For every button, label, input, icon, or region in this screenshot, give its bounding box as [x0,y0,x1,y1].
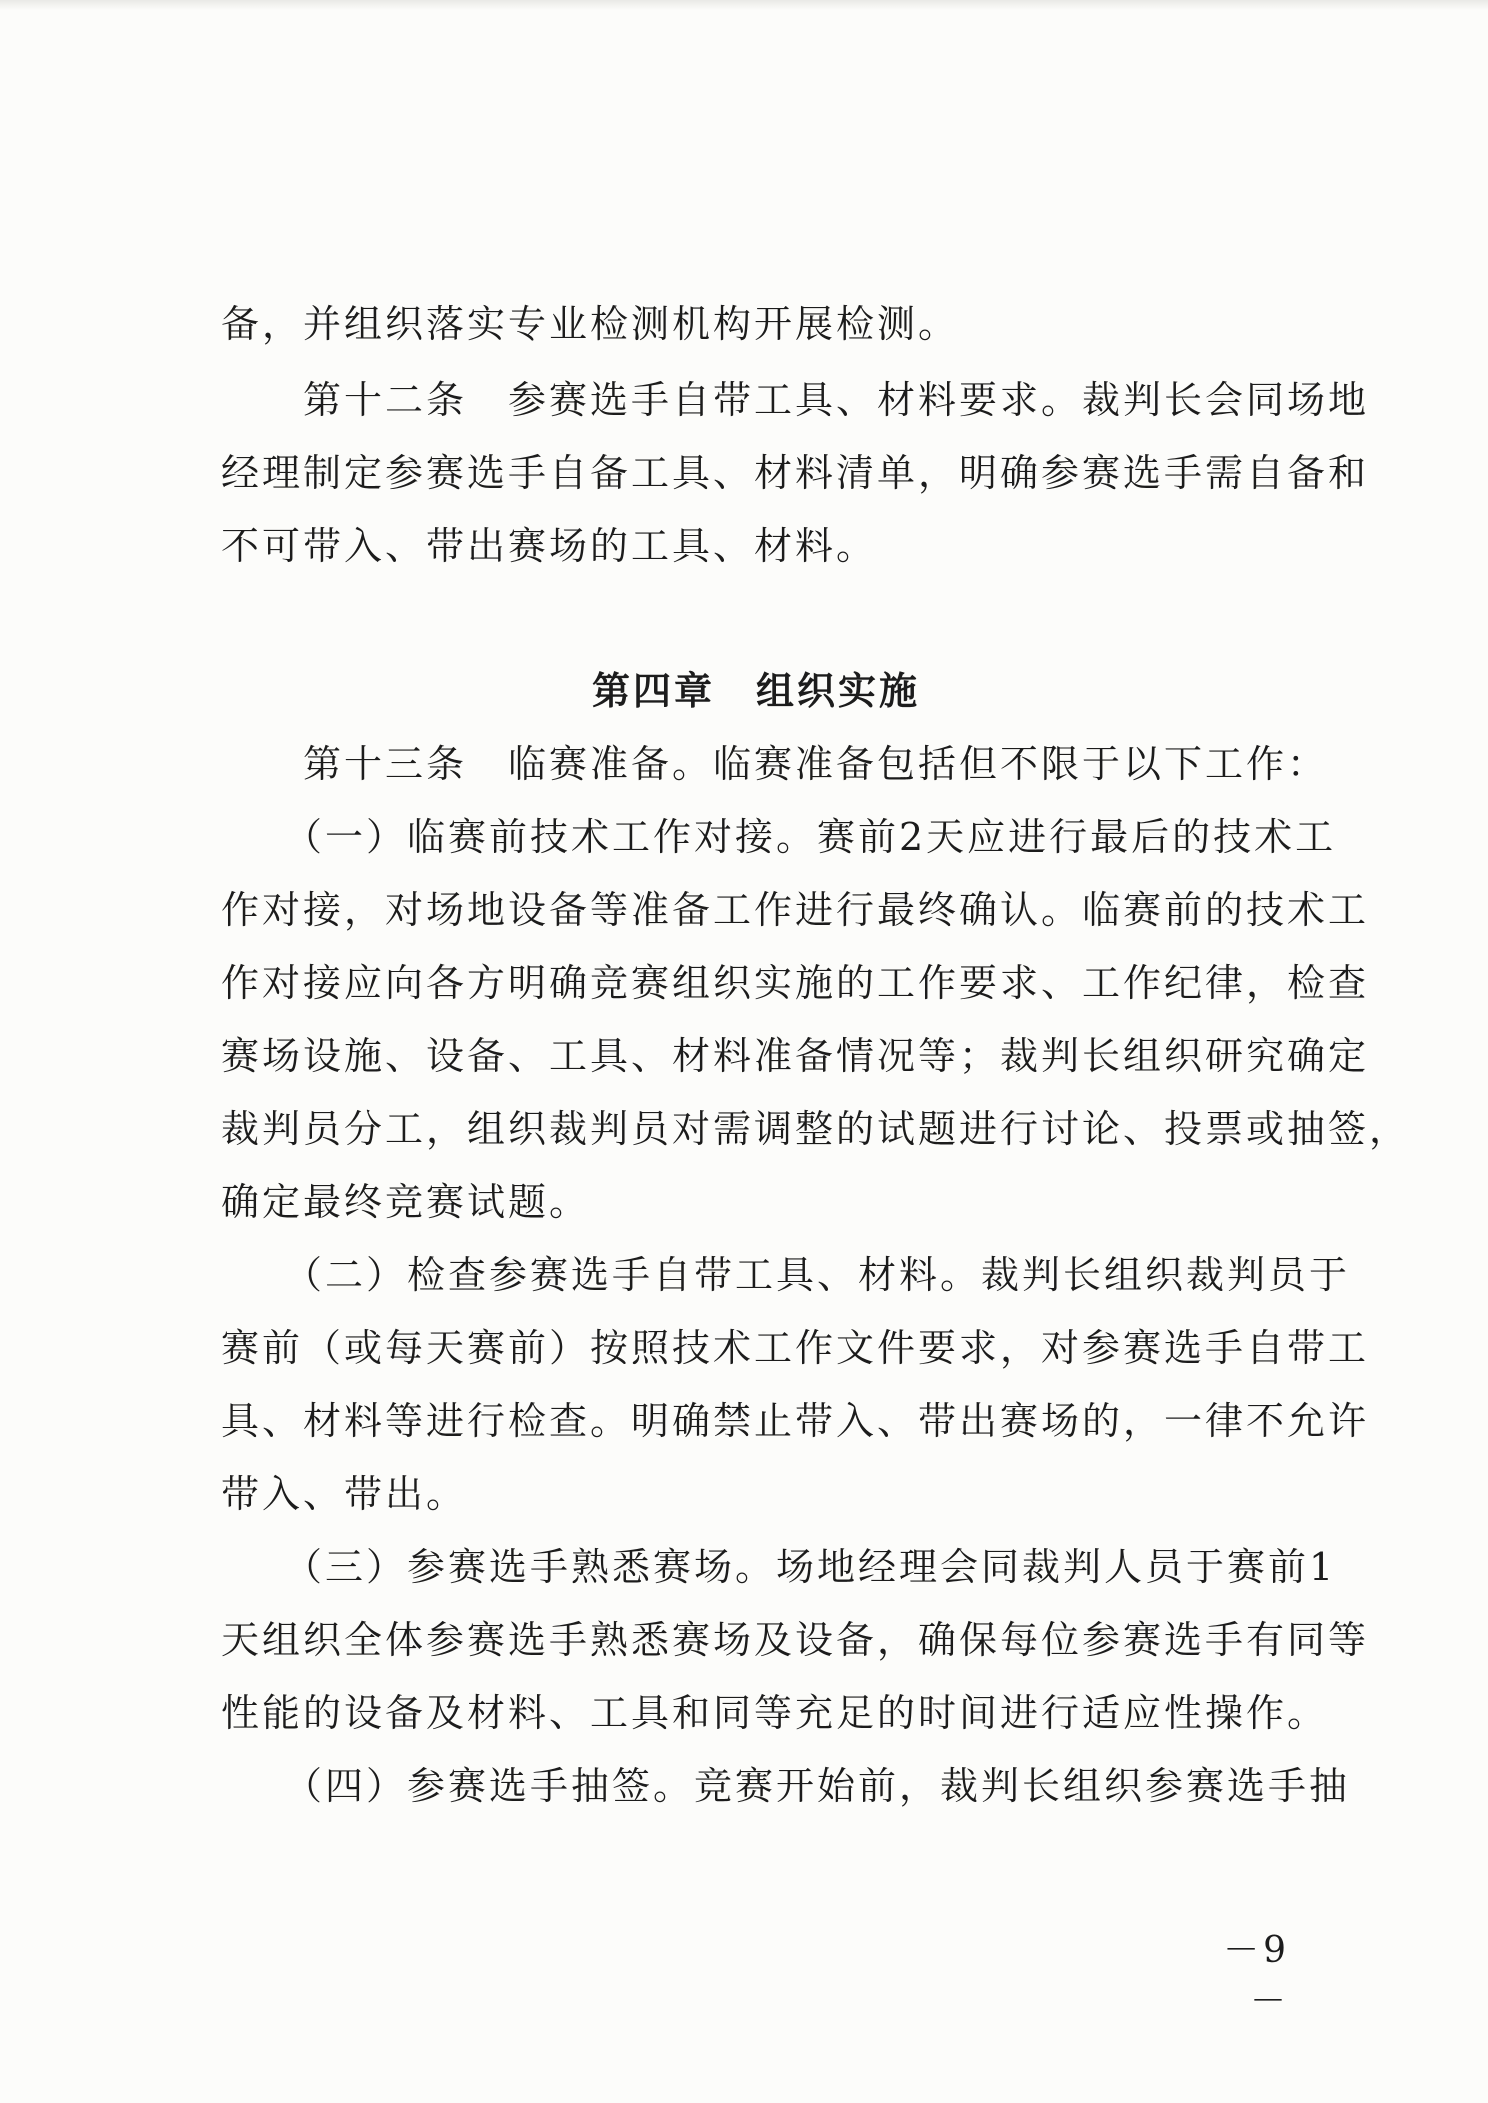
text-line: （三）参赛选手熟悉赛场。场地经理会同裁判人员于赛前1 [221,1545,1337,1589]
text-line: （一）临赛前技术工作对接。赛前2天应进行最后的技术工 [221,815,1337,859]
text-line: 天组织全体参赛选手熟悉赛场及设备，确保每位参赛选手有同等 [221,1618,1370,1662]
text-line: 性能的设备及材料、工具和同等充足的时间进行适应性操作。 [221,1691,1329,1735]
text-line: 裁判员分工，组织裁判员对需调整的试题进行讨论、投票或抽签， [221,1107,1411,1151]
text-line: （二）检查参赛选手自带工具、材料。裁判长组织裁判员于 [221,1253,1351,1297]
text-line: 确定最终竞赛试题。 [221,1180,591,1224]
text-line: 赛场设施、设备、工具、材料准备情况等；裁判长组织研究确定 [221,1034,1370,1078]
chapter-heading: 第四章 组织实施 [591,669,920,713]
text-line: 经理制定参赛选手自备工具、材料清单，明确参赛选手需自备和 [221,451,1370,495]
text-line: 赛前（或每天赛前）按照技术工作文件要求，对参赛选手自带工 [221,1326,1370,1370]
text-line: 第十三条 临赛准备。临赛准备包括但不限于以下工作： [221,742,1329,786]
page-number: －9－ [1223,1930,1290,2022]
text-line: 作对接应向各方明确竞赛组织实施的工作要求、工作纪律，检查 [221,961,1370,1005]
text-line: 不可带入、带出赛场的工具、材料。 [221,524,878,568]
text-line: 备，并组织落实专业检测机构开展检测。 [221,302,960,346]
text-line: 第十二条 参赛选手自带工具、材料要求。裁判长会同场地 [221,378,1370,422]
text-line: 作对接，对场地设备等准备工作进行最终确认。临赛前的技术工 [221,888,1370,932]
text-line: 具、材料等进行检查。明确禁止带入、带出赛场的，一律不允许 [221,1399,1370,1443]
text-line: （四）参赛选手抽签。竞赛开始前，裁判长组织参赛选手抽 [221,1764,1351,1808]
scan-edge [0,0,1488,10]
text-line: 带入、带出。 [221,1472,468,1516]
